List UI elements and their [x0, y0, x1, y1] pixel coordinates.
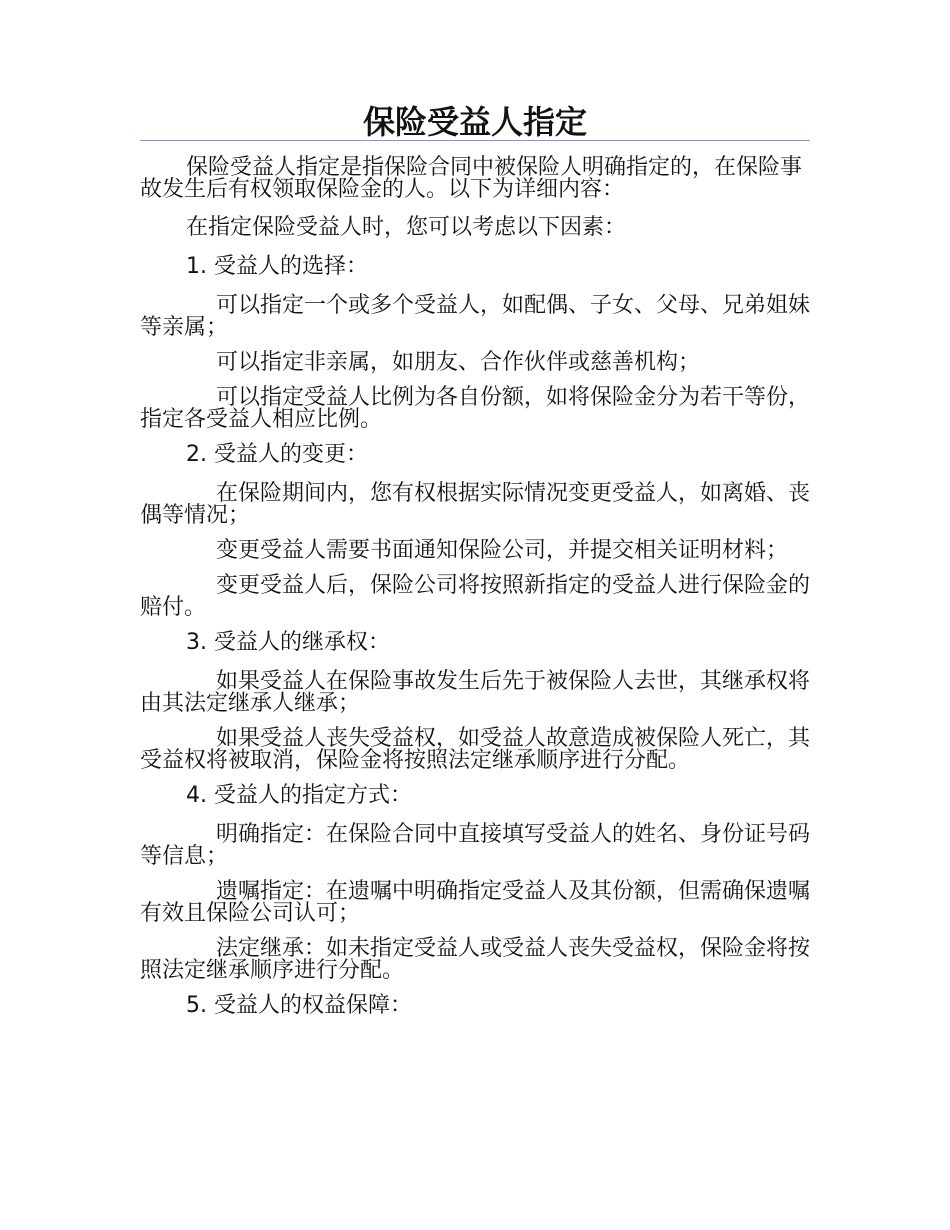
section-2-item-1: 在保险期间内，您有权根据实际情况变更受益人，如离婚、丧偶等情况； [140, 481, 811, 528]
intro-paragraph: 保险受益人指定是指保险合同中被保险人明确指定的，在保险事故发生后有权领取保险金的人。以下为详细内容： [140, 155, 803, 202]
section-heading-5: 5. 受益人的权益保障： [186, 993, 412, 1018]
section-3-item-2: 如果受益人丧失受益权，如受益人故意造成被保险人死亡，其受益权将被取消，保险金将按照法定继承顺序进行分配。 [140, 726, 811, 773]
section-heading-2: 2. 受益人的变更： [186, 442, 368, 467]
document-body [140, 157, 810, 1034]
lead-paragraph: 在指定保险受益人时，您可以考虑以下因素： [186, 215, 627, 240]
section-4-item-3: 法定继承：如未指定受益人或受益人丧失受益权，保险金将按照法定继承顺序进行分配。 [140, 936, 811, 983]
section-4-item-2: 遗嘱指定：在遗嘱中明确指定受益人及其份额，但需确保遗嘱有效且保险公司认可； [140, 879, 811, 926]
section-2-item-3: 变更受益人后，保险公司将按照新指定的受益人进行保险金的赔付。 [140, 573, 811, 620]
title-underline [140, 140, 810, 141]
page-title: 保险受益人指定 [362, 103, 587, 141]
section-heading-1: 1. 受益人的选择： [186, 254, 368, 279]
section-heading-3: 3. 受益人的继承权： [186, 630, 390, 655]
section-2-item-2: 变更受益人需要书面通知保险公司，并提交相关证明材料； [216, 538, 789, 563]
section-3-item-1: 如果受益人在保险事故发生后先于被保险人去世，其继承权将由其法定继承人继承； [140, 669, 811, 716]
section-1-item-3: 可以指定受益人比例为各自份额，如将保险金分为若干等份，指定各受益人相应比例。 [140, 385, 811, 432]
section-1-item-1: 可以指定一个或多个受益人，如配偶、子女、父母、兄弟姐妹等亲属； [140, 293, 811, 340]
section-4-item-1: 明确指定：在保险合同中直接填写受益人的姓名、身份证号码等信息； [140, 822, 811, 869]
section-1-item-2: 可以指定非亲属，如朋友、合作伙伴或慈善机构； [216, 350, 701, 375]
section-heading-4: 4. 受益人的指定方式： [186, 783, 412, 808]
